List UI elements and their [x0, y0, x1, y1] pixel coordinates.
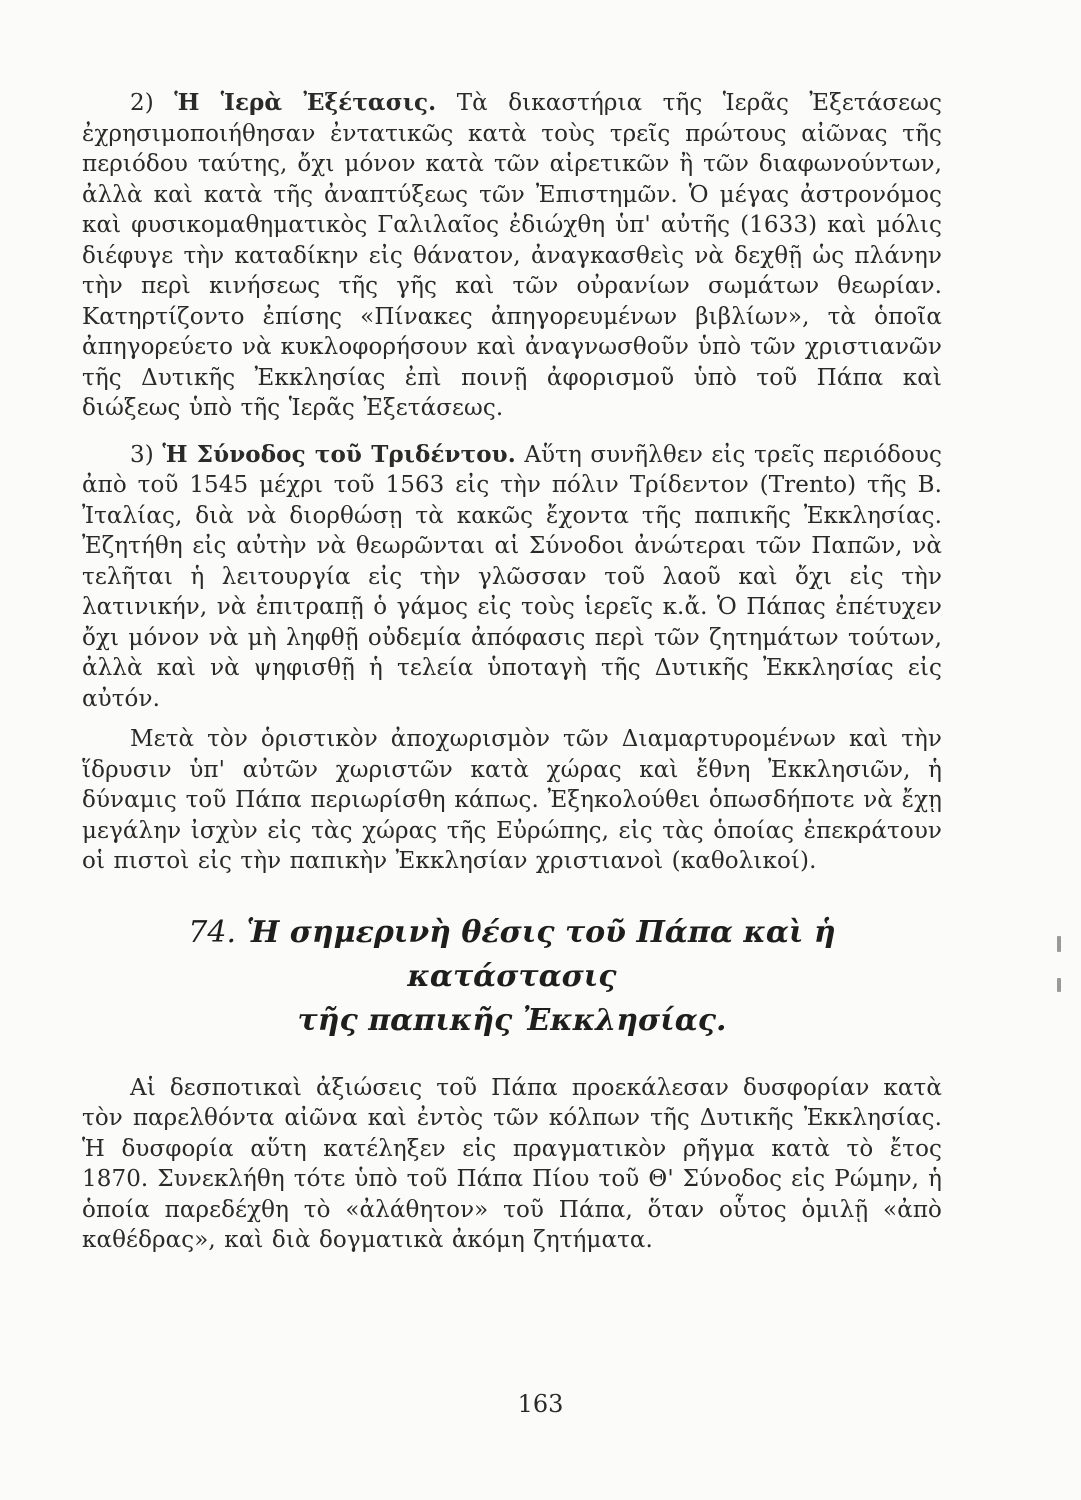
- subsection-heading: Ἡ Ἱερὰ Ἐξέτασις.: [174, 89, 437, 116]
- paragraph-text: Αὕτη συνῆλθεν εἰς τρεῖς περιόδους ἀπὸ τοῦ 1545 μέχρι τοῦ 1563 εἰς τὴν πόλιν Τρίδεντον (Trento) τῆς Β. Ἰταλίας, διὰ νὰ διορθώσῃ τὰ κακῶς ἔχοντα τῆς παπικῆς Ἐκκλησίας. Ἐζητήθη εἰς αὐτὴν νὰ θεωρῶνται αἱ Σύνοδοι ἀνώτεραι τῶν Παπῶν, νὰ τελῆται ἡ λειτουργία εἰς τὴν γλῶσσαν τοῦ λαοῦ καὶ ὄχι εἰς τὴν λατινικήν, νὰ ἐπιτραπῇ ὁ γάμος εἰς τοὺς ἱερεῖς κ.ἄ. Ὁ Πάπας ἐπέτυχεν ὄχι μόνον νὰ μὴ ληφθῇ οὐδεμία ἀπόφασις περὶ τῶν ζητημάτων τούτων, ἀλλὰ καὶ νὰ ψηφισθῇ ἡ τελεία ὑποταγὴ τῆς Δυτικῆς Ἐκκλησίας εἰς αὐτόν.: [82, 441, 942, 712]
- section-title: [82, 911, 942, 1043]
- paragraph-after-reformation: [82, 724, 942, 877]
- page-number: 163: [517, 1390, 564, 1418]
- section-title-line-2: τῆς παπικῆς Ἐκκλησίας.: [297, 1002, 727, 1038]
- section-title-line-1: [82, 911, 942, 999]
- paragraph-section-74: [82, 1073, 942, 1256]
- paragraph-holy-inquisition: [82, 88, 942, 424]
- margin-mark: [1057, 978, 1061, 992]
- list-number: 3): [130, 441, 154, 468]
- list-number: 2): [130, 90, 154, 116]
- paragraph-council-of-trent: [82, 440, 942, 715]
- section-number: 74.: [188, 914, 236, 950]
- paragraph-text: Αἱ δεσποτικαὶ ἀξιώσεις τοῦ Πάπα προεκάλεσαν δυσφορίαν κατὰ τὸν παρελθόντα αἰῶνα καὶ ἐντὸς τῶν κόλπων τῆς Δυτικῆς Ἐκκλησίας. Ἡ δυσφορία αὕτη κατέληξεν εἰς πραγματικὸν ρῆγμα κατὰ τὸ ἔτος 1870. Συνεκλήθη τότε ὑπὸ τοῦ Πάπα Πίου τοῦ Θ' Σύνοδος εἰς Ρώμην, ἡ ὁποία παρεδέχθη τὸ «ἀλάθητον» τοῦ Πάπα, ὅταν οὗτος ὁμιλῇ «ἀπὸ καθέδρας», καὶ διὰ δογματικὰ ἀκόμη ζητήματα.: [82, 1074, 942, 1253]
- paragraph-text: Τὰ δικαστήρια τῆς Ἱερᾶς Ἐξετάσεως ἐχρησιμοποιήθησαν ἐντατικῶς κατὰ τοὺς τρεῖς πρώτους αἰῶνας τῆς περιόδου ταύτης, ὄχι μόνον κατὰ τῶν αἱρετικῶν ἢ τῶν διαφωνούντων, ἀλλὰ καὶ κατὰ τῆς ἀναπτύξεως τῶν Ἐπιστημῶν. Ὁ μέγας ἀστρονόμος καὶ φυσικομαθηματικὸς Γαλιλαῖος ἐδιώχθη ὑπ' αὐτῆς (1633) καὶ μόλις διέφυγε τὴν καταδίκην εἰς θάνατον, ἀναγκασθεὶς νὰ δεχθῇ ὡς πλάνην τὴν περὶ κινήσεως τῆς γῆς καὶ τῶν οὐρανίων σωμάτων θεωρίαν. Κατηρτίζοντο ἐπίσης «Πίνακες ἀπηγορευμένων βιβλίων», τὰ ὁποῖα ἀπηγορεύετο νὰ κυκλοφορήσουν καὶ ἀναγνωσθοῦν ὑπὸ τῶν χριστιανῶν τῆς Δυτικῆς Ἐκκλησίας ἐπὶ ποινῇ ἀφορισμοῦ ὑπὸ τοῦ Πάπα καὶ διώξεως ὑπὸ τῆς Ἱερᾶς Ἐξετάσεως.: [82, 90, 942, 421]
- margin-mark: [1057, 936, 1061, 952]
- paragraph-text: Μετὰ τὸν ὁριστικὸν ἀποχωρισμὸν τῶν Διαμαρτυρομένων καὶ τὴν ἵδρυσιν ὑπ' αὐτῶν χωριστῶν κατὰ χώρας καὶ ἔθνη Ἐκκλησιῶν, ἡ δύναμις τοῦ Πάπα περιωρίσθη κάπως. Ἐξηκολούθει ὁπωσδήποτε νὰ ἔχῃ μεγάλην ἰσχὺν εἰς τὰς χώρας τῆς Εὐρώπης, εἰς τὰς ὁποίας ἐπεκράτουν οἱ πιστοὶ εἰς τὴν παπικὴν Ἐκκλησίαν χριστιανοὶ (καθολικοί).: [82, 726, 942, 874]
- page-content: [82, 88, 942, 1256]
- subsection-heading: Ἡ Σύνοδος τοῦ Τριδέντου.: [162, 440, 516, 468]
- section-title-text: Ἡ σημερινὴ θέσις τοῦ Πάπα καὶ ἡ κατάστασις: [246, 914, 836, 994]
